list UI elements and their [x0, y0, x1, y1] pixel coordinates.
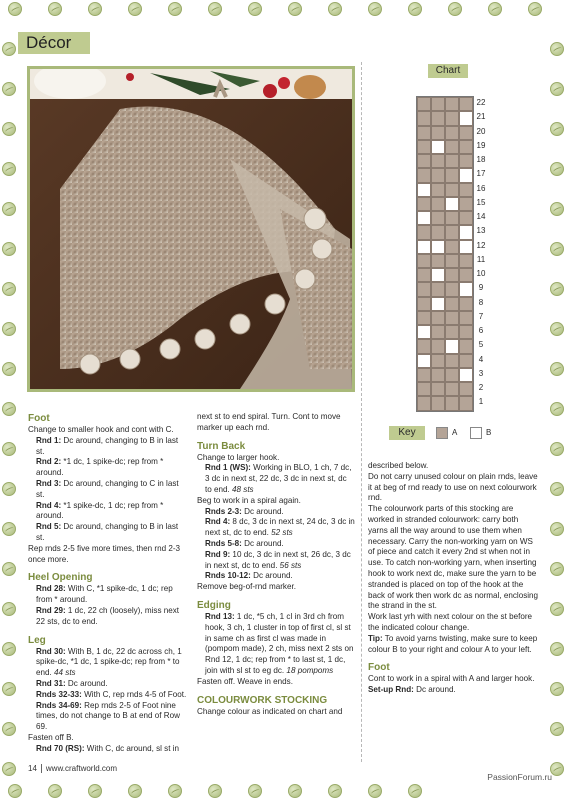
chart-cell [459, 354, 473, 368]
chart-cell [459, 154, 473, 168]
yarn-ball-icon [550, 562, 564, 576]
yarn-ball-icon [2, 202, 16, 216]
paragraph: Remove beg-of-rnd marker. [197, 582, 296, 592]
paragraph: Change to smaller hook and cont with C. [28, 425, 174, 434]
round-instruction: Set-up Rnd: Dc around. [368, 685, 456, 695]
chart-cell [431, 183, 445, 197]
chart-cell [431, 197, 445, 211]
chart-cell [459, 268, 473, 282]
yarn-ball-icon [2, 682, 16, 696]
chart-row-number: 1 [478, 397, 484, 407]
round-instruction: Rnds 10-12: Dc around. [205, 571, 293, 581]
yarn-ball-icon [550, 442, 564, 456]
yarn-ball-icon [488, 2, 502, 16]
yarn-ball-icon [448, 2, 462, 16]
chart-cell [417, 382, 431, 396]
yarn-ball-icon [408, 784, 422, 798]
chart-row-number: 6 [478, 326, 484, 335]
yarn-ball-icon [2, 162, 16, 176]
text-column-3 [368, 461, 540, 696]
yarn-ball-icon [2, 42, 16, 56]
chart-cell [417, 354, 431, 368]
chart-cell [431, 168, 445, 182]
chart-row-number: 16 [476, 183, 486, 193]
yarn-ball-icon [2, 322, 16, 336]
chart-cell [417, 311, 431, 325]
stocking-photo [27, 66, 355, 392]
yarn-ball-icon [550, 322, 564, 336]
chart-cell [417, 140, 431, 154]
yarn-ball-icon [128, 2, 142, 16]
page-number: 14 [28, 764, 37, 773]
heading-turn-back: Turn Back [197, 440, 246, 452]
paragraph: The colourwork parts of this stocking are worked in stranded colourwork: carry both yarns all the way around to use them when necessary. Carry the non-working yarn on WS of piece and catch it every 2nd st when not in use. To catch non-working yarn, when inserting hook to work next dc, make sure the yarn to be stranded is placed on top of the hook at the back of work then work dc as normal, enclosing the strand in the st. [368, 504, 539, 611]
chart-cell [445, 126, 459, 140]
yarn-ball-icon [408, 2, 422, 16]
chart-row-number: 11 [476, 254, 486, 264]
paragraph: Rep rnds 2-5 five more times, then rnd 2-3 once more. [28, 543, 181, 564]
yarn-ball-icon [2, 642, 16, 656]
yarn-ball-icon [550, 722, 564, 736]
chart-row-number: 3 [478, 368, 484, 378]
yarn-ball-icon [88, 784, 102, 798]
yarn-ball-icon [550, 122, 564, 136]
round-instruction: Rnd 9: 10 dc, 3 dc in next st, 26 dc, 3 dc in next st, dc to end. 56 sts [205, 549, 351, 570]
chart-cell [417, 268, 431, 282]
yarn-ball-icon [550, 602, 564, 616]
chart-cell [459, 140, 473, 154]
paragraph: Change to larger hook. [197, 452, 280, 462]
chart-cell [431, 368, 445, 382]
yarn-ball-icon [2, 242, 16, 256]
heading-heel-opening: Heel Opening [28, 572, 93, 584]
yarn-ball-icon [48, 784, 62, 798]
yarn-ball-icon [8, 784, 22, 798]
heading-foot: Foot [28, 413, 50, 424]
chart-cell [445, 368, 459, 382]
yarn-ball-icon [550, 682, 564, 696]
yarn-ball-icon [550, 522, 564, 536]
yarn-ball-icon [550, 162, 564, 176]
text-column-1 [28, 412, 188, 755]
paragraph: Fasten off. Weave in ends. [197, 676, 293, 686]
chart-cell [431, 268, 445, 282]
yarn-ball-icon [550, 362, 564, 376]
yarn-ball-icon [2, 282, 16, 296]
chart-cell [445, 197, 459, 211]
chart-row-number: 22 [476, 98, 486, 107]
yarn-ball-icon [368, 784, 382, 798]
yarn-ball-icon [550, 42, 564, 56]
chart-row-number: 21 [476, 112, 486, 122]
yarn-ball-icon [168, 784, 182, 798]
key-text-a: A [452, 428, 458, 437]
chart-row-number: 7 [478, 311, 484, 321]
chart-cell [459, 254, 473, 268]
yarn-ball-icon [2, 362, 16, 376]
round-instruction: Rnd 5: Dc around, changing to B in last st. [36, 522, 179, 542]
chart-cell [417, 183, 431, 197]
chart-cell [459, 126, 473, 140]
chart-cell [445, 311, 459, 325]
chart-cell [459, 197, 473, 211]
key-swatch-a [436, 427, 448, 439]
chart-cell [431, 382, 445, 396]
heading-foot-colourwork: Foot [368, 662, 390, 674]
chart-cell [417, 225, 431, 239]
round-instruction: Rnd 29: 1 dc, 22 ch (loosely), miss next 22 sts, dc to end. [36, 605, 180, 626]
round-instruction: Rnd 1: Dc around, changing to B in last st. [36, 435, 179, 456]
chart-cell [417, 211, 431, 225]
chart-row-number: 4 [478, 354, 484, 364]
yarn-ball-icon [208, 784, 222, 798]
yarn-ball-icon [528, 2, 542, 16]
yarn-ball-icon [8, 2, 22, 16]
round-instruction: Rnd 30: With B, 1 dc, 22 dc across ch, 1 spike-dc, *1 dc, 1 spike-dc; rep from * to end. 44 sts [36, 646, 182, 678]
yarn-ball-icon [2, 762, 16, 776]
round-instruction: Rnds 32-33: With C, rep rnds 4-5 of Foot. [36, 689, 187, 699]
heading-edging: Edging [197, 599, 231, 611]
round-instruction: Rnd 28: With C, *1 spike-dc, 1 dc; rep from * around. [36, 584, 173, 605]
chart-cell [459, 211, 473, 225]
chart-cell [431, 325, 445, 339]
chart-cell [417, 254, 431, 268]
chart-row-number: 2 [478, 383, 484, 392]
yarn-ball-icon [2, 442, 16, 456]
chart-cell [431, 297, 445, 311]
yarn-ball-icon [48, 2, 62, 16]
chart-row-number: 14 [476, 212, 486, 221]
yarn-ball-icon [328, 784, 342, 798]
chart-cell [445, 254, 459, 268]
chart-cell [431, 396, 445, 410]
yarn-ball-icon [288, 784, 302, 798]
yarn-ball-icon [2, 602, 16, 616]
chart-cell [417, 240, 431, 254]
chart-row-numbers [474, 96, 488, 410]
yarn-ball-icon [248, 2, 262, 16]
chart-cell [445, 396, 459, 410]
chart-cell [431, 140, 445, 154]
chart-row-number: 5 [478, 340, 484, 350]
chart-cell [445, 225, 459, 239]
chart-cell [459, 240, 473, 254]
yarn-ball-icon [2, 562, 16, 576]
chart-cell [417, 111, 431, 125]
yarn-ball-icon [128, 784, 142, 798]
yarn-ball-icon [550, 482, 564, 496]
heading-colourwork-stocking: COLOURWORK STOCKING [197, 694, 328, 706]
round-instruction: Rnds 34-69: Rep rnds 2-5 of Foot nine times, do not change to B at end of Row 69. [36, 700, 180, 732]
round-instruction: Rnd 70 (RS): With C, dc around, sl st in [36, 743, 180, 753]
chart-cell [431, 339, 445, 353]
text-column-2 [197, 412, 355, 717]
yarn-ball-icon [2, 82, 16, 96]
chart-row-number: 13 [476, 226, 486, 236]
chart-cell [445, 183, 459, 197]
chart-cell [431, 111, 445, 125]
chart-row-number: 20 [476, 126, 486, 136]
chart-cell [431, 126, 445, 140]
section-title: Décor [18, 32, 90, 54]
heading-leg: Leg [28, 634, 46, 646]
yarn-ball-icon [288, 2, 302, 16]
chart-cell [459, 396, 473, 410]
yarn-ball-icon [2, 482, 16, 496]
chart-cell [445, 154, 459, 168]
chart-row-number: 9 [478, 283, 484, 293]
chart-cell [459, 111, 473, 125]
round-instruction: Rnd 4: 8 dc, 3 dc in next st, 24 dc, 3 dc in next st, dc to end. 52 sts [205, 517, 355, 538]
key-text-b: B [486, 428, 492, 437]
chart-cell [417, 325, 431, 339]
yarn-ball-icon [550, 402, 564, 416]
chart-cell [417, 197, 431, 211]
paragraph: Do not carry unused colour on plain rnds, leave it at beg of rnd ready to use on next colourwork rnd. [368, 471, 538, 503]
chart-row-number: 17 [476, 169, 486, 179]
chart-cell [417, 396, 431, 410]
chart-cell [431, 211, 445, 225]
yarn-ball-icon [550, 642, 564, 656]
key-label: Key [389, 426, 425, 440]
stocking-photo-art [30, 69, 352, 389]
chart-cell [445, 325, 459, 339]
chart-cell [445, 382, 459, 396]
chart-cell [417, 339, 431, 353]
chart-cell [417, 168, 431, 182]
round-instruction: Rnd 4: *1 spike-dc, 1 dc; rep from * around. [36, 500, 164, 521]
chart-cell [459, 297, 473, 311]
chart-row-number: 18 [476, 155, 486, 164]
yarn-ball-icon [2, 122, 16, 136]
chart-row-number: 12 [476, 240, 486, 250]
chart-cell [431, 154, 445, 168]
chart-label: Chart [428, 64, 468, 78]
chart-cell [417, 97, 431, 111]
chart-cell [445, 268, 459, 282]
chart-cell [445, 339, 459, 353]
yarn-ball-icon [368, 2, 382, 16]
chart-cell [417, 282, 431, 296]
round-instruction: Rnd 2: *1 dc, 1 spike-dc; rep from * around. [36, 457, 164, 478]
chart-cell [459, 168, 473, 182]
paragraph: described below. [368, 461, 429, 470]
yarn-ball-icon [550, 242, 564, 256]
chart-cell [445, 297, 459, 311]
paragraph: Work last yrh with next colour on the st before the indicated colour change. [368, 612, 533, 632]
paragraph: Cont to work in a spiral with A and larger hook. [368, 674, 535, 684]
chart-cell [431, 254, 445, 268]
yarn-ball-icon [2, 722, 16, 736]
round-instruction: Rnd 1 (WS): Working in BLO, 1 ch, 7 dc, 3 dc in next st, 22 dc, 3 dc in next st, dc to end. 48 sts [205, 463, 352, 494]
yarn-ball-icon [168, 2, 182, 16]
chart-cell [445, 211, 459, 225]
chart-cell [459, 325, 473, 339]
chart-cell [417, 297, 431, 311]
chart-row-number: 8 [478, 297, 484, 307]
chart-cell [431, 240, 445, 254]
chart-cell [445, 168, 459, 182]
round-instruction: Rnds 2-3: Dc around. [205, 506, 284, 516]
round-instruction: Rnd 3: Dc around, changing to C in last st. [36, 478, 179, 499]
paragraph: Beg to work in a spiral again. [197, 495, 301, 505]
chart-cell [459, 97, 473, 111]
chart-cell [459, 368, 473, 382]
yarn-ball-icon [88, 2, 102, 16]
yarn-ball-icon [550, 82, 564, 96]
chart-cell [459, 183, 473, 197]
chart-cell [445, 240, 459, 254]
chart-cell [445, 282, 459, 296]
chart-cell [459, 339, 473, 353]
round-instruction: Rnd 31: Dc around. [36, 678, 108, 688]
chart-row-number: 10 [476, 269, 486, 278]
tip-paragraph: Tip: To avoid yarns twisting, make sure to keep colour B to your right and colour A to your left. [368, 633, 538, 654]
watermark-text: PassionForum.ru [487, 772, 552, 782]
chart-cell [445, 354, 459, 368]
column-divider [361, 62, 362, 762]
yarn-ball-icon [2, 402, 16, 416]
chart-cell [431, 97, 445, 111]
yarn-ball-icon [208, 2, 222, 16]
chart-cell [431, 354, 445, 368]
chart-cell [431, 282, 445, 296]
round-instruction: Rnd 13: 1 dc, *5 ch, 1 cl in 3rd ch from hook, 3 ch, 1 cluster in top of first cl, sl st in same ch as first cl was made in (pompom made), 2 ch, miss next 2 sts on Rnd 12, 1 dc; rep from * to last st, 1 dc, join with sl st to eg dc. 18 pompoms [205, 611, 354, 675]
site-url: www.craftworld.com [45, 764, 118, 773]
chart-row-number: 19 [476, 140, 486, 150]
chart-row-number: 15 [476, 197, 486, 207]
paragraph: Fasten off B. [28, 732, 74, 742]
chart-cell [445, 140, 459, 154]
yarn-ball-icon [550, 282, 564, 296]
chart-cell [431, 225, 445, 239]
page-footer [28, 764, 117, 773]
chart-cell [459, 311, 473, 325]
yarn-ball-icon [2, 522, 16, 536]
chart-cell [445, 111, 459, 125]
key-swatch-b [470, 427, 482, 439]
chart-cell [459, 282, 473, 296]
chart-cell [459, 225, 473, 239]
paragraph: next st to end spiral. Turn. Cont to move marker up each rnd. [197, 412, 341, 432]
yarn-ball-icon [328, 2, 342, 16]
chart-cell [417, 368, 431, 382]
colourwork-chart-grid [416, 96, 474, 412]
chart-cell [417, 126, 431, 140]
yarn-ball-icon [550, 762, 564, 776]
round-instruction: Rnds 5-8: Dc around. [205, 538, 284, 548]
yarn-ball-icon [550, 202, 564, 216]
chart-cell [459, 382, 473, 396]
paragraph: Change colour as indicated on chart and [197, 706, 343, 716]
chart-cell [431, 311, 445, 325]
chart-cell [445, 97, 459, 111]
chart-cell [417, 154, 431, 168]
yarn-ball-icon [248, 784, 262, 798]
